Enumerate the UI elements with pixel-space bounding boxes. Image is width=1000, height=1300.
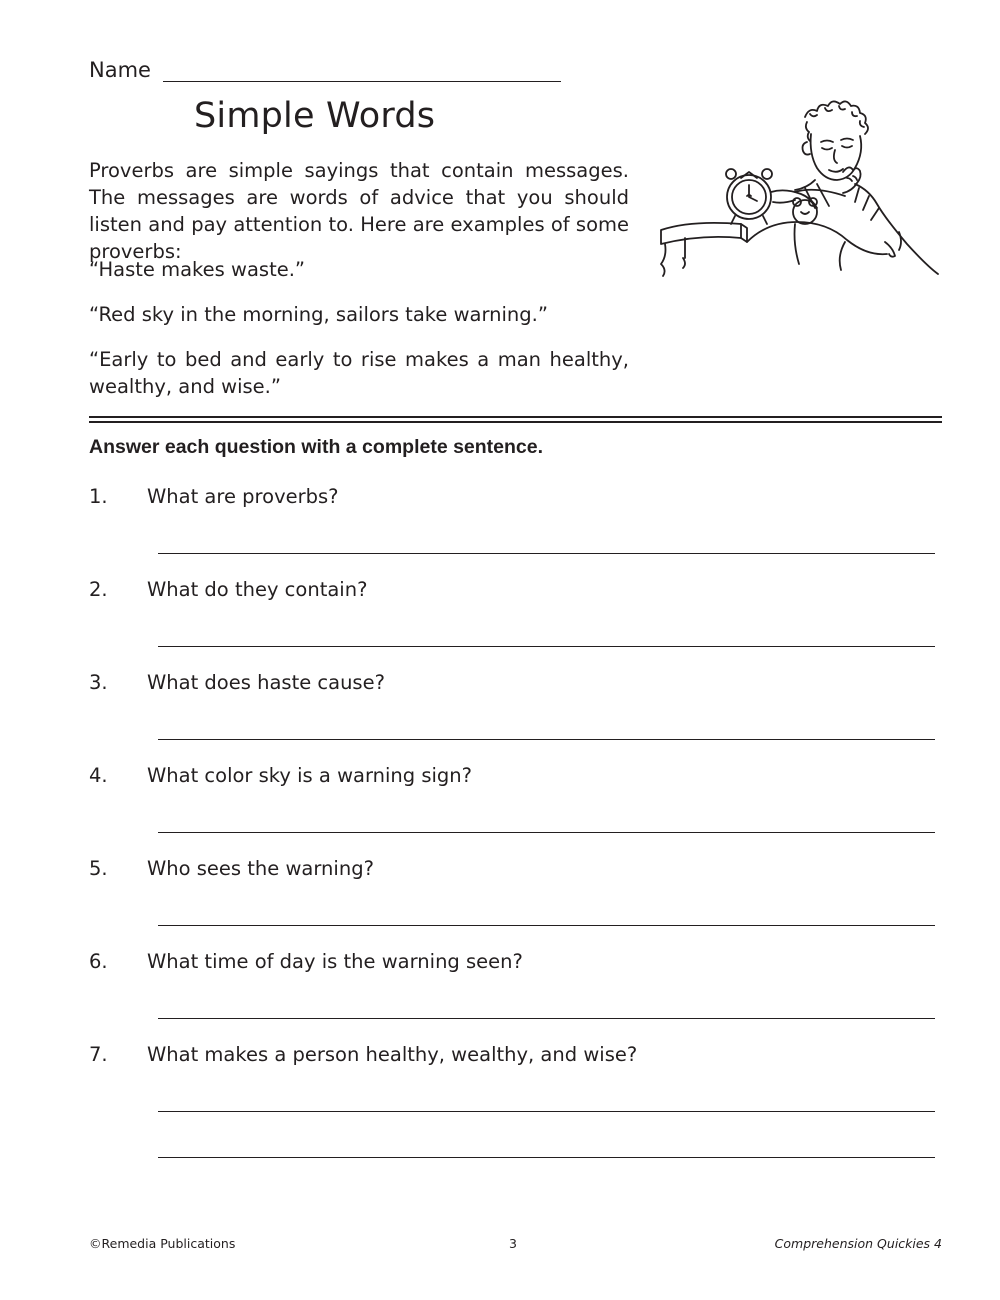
answer-line-7b[interactable] xyxy=(158,1157,935,1158)
question-5 xyxy=(89,857,374,880)
blanket xyxy=(747,222,901,270)
arm-and-teddy xyxy=(771,190,817,224)
answer-line-4[interactable] xyxy=(158,832,935,833)
proverb-1: “Haste makes waste.” xyxy=(89,258,306,281)
face xyxy=(803,134,862,180)
sleepy-man-alarm-clock-illustration xyxy=(655,92,940,277)
question-text: What does haste cause? xyxy=(147,671,385,694)
name-field[interactable] xyxy=(163,61,561,82)
question-3 xyxy=(89,671,385,694)
footer-book-title: Comprehension Quickies 4 xyxy=(774,1236,942,1251)
question-text: Who sees the warning? xyxy=(147,857,374,880)
question-text: What are proverbs? xyxy=(147,485,339,508)
question-number: 1. xyxy=(89,485,108,508)
name-label: Name xyxy=(89,58,151,82)
answer-line-3[interactable] xyxy=(158,739,935,740)
alarm-clock xyxy=(726,169,772,224)
question-number: 4. xyxy=(89,764,108,787)
question-6 xyxy=(89,950,523,973)
question-7 xyxy=(89,1043,637,1066)
question-text: What makes a person healthy, wealthy, and wise? xyxy=(147,1043,638,1066)
question-4 xyxy=(89,764,472,787)
nightstand xyxy=(661,223,747,276)
question-2 xyxy=(89,578,367,601)
name-row xyxy=(89,58,561,82)
footer-page-number: 3 xyxy=(509,1236,517,1251)
answer-line-6[interactable] xyxy=(158,1018,935,1019)
divider-rule-bottom xyxy=(89,421,942,423)
instructions: Answer each question with a complete sentence. xyxy=(89,436,544,458)
page-title: Simple Words xyxy=(194,96,436,136)
question-text: What color sky is a warning sign? xyxy=(147,764,473,787)
question-text: What do they contain? xyxy=(147,578,368,601)
question-number: 2. xyxy=(89,578,108,601)
question-1 xyxy=(89,485,339,508)
question-number: 3. xyxy=(89,671,108,694)
intro-paragraph: Proverbs are simple sayings that contain messages. The messages are words of advice that you should listen and pay attention to. Here are examples of some proverbs: xyxy=(89,159,629,263)
question-text: What time of day is the warning seen? xyxy=(147,950,523,973)
question-number: 7. xyxy=(89,1043,108,1066)
hair xyxy=(805,101,868,141)
question-number: 6. xyxy=(89,950,108,973)
question-number: 5. xyxy=(89,857,108,880)
answer-line-2[interactable] xyxy=(158,646,935,647)
proverb-2: “Red sky in the morning, sailors take warning.” xyxy=(89,303,548,326)
proverb-3: “Early to bed and early to rise makes a man healthy, wealthy, and wise.” xyxy=(89,348,629,398)
answer-line-5[interactable] xyxy=(158,925,935,926)
answer-line-1[interactable] xyxy=(158,553,935,554)
divider-rule-top xyxy=(89,416,942,418)
footer-publisher: ©Remedia Publications xyxy=(89,1236,236,1251)
pajamas xyxy=(795,180,938,274)
answer-line-7a[interactable] xyxy=(158,1111,935,1112)
